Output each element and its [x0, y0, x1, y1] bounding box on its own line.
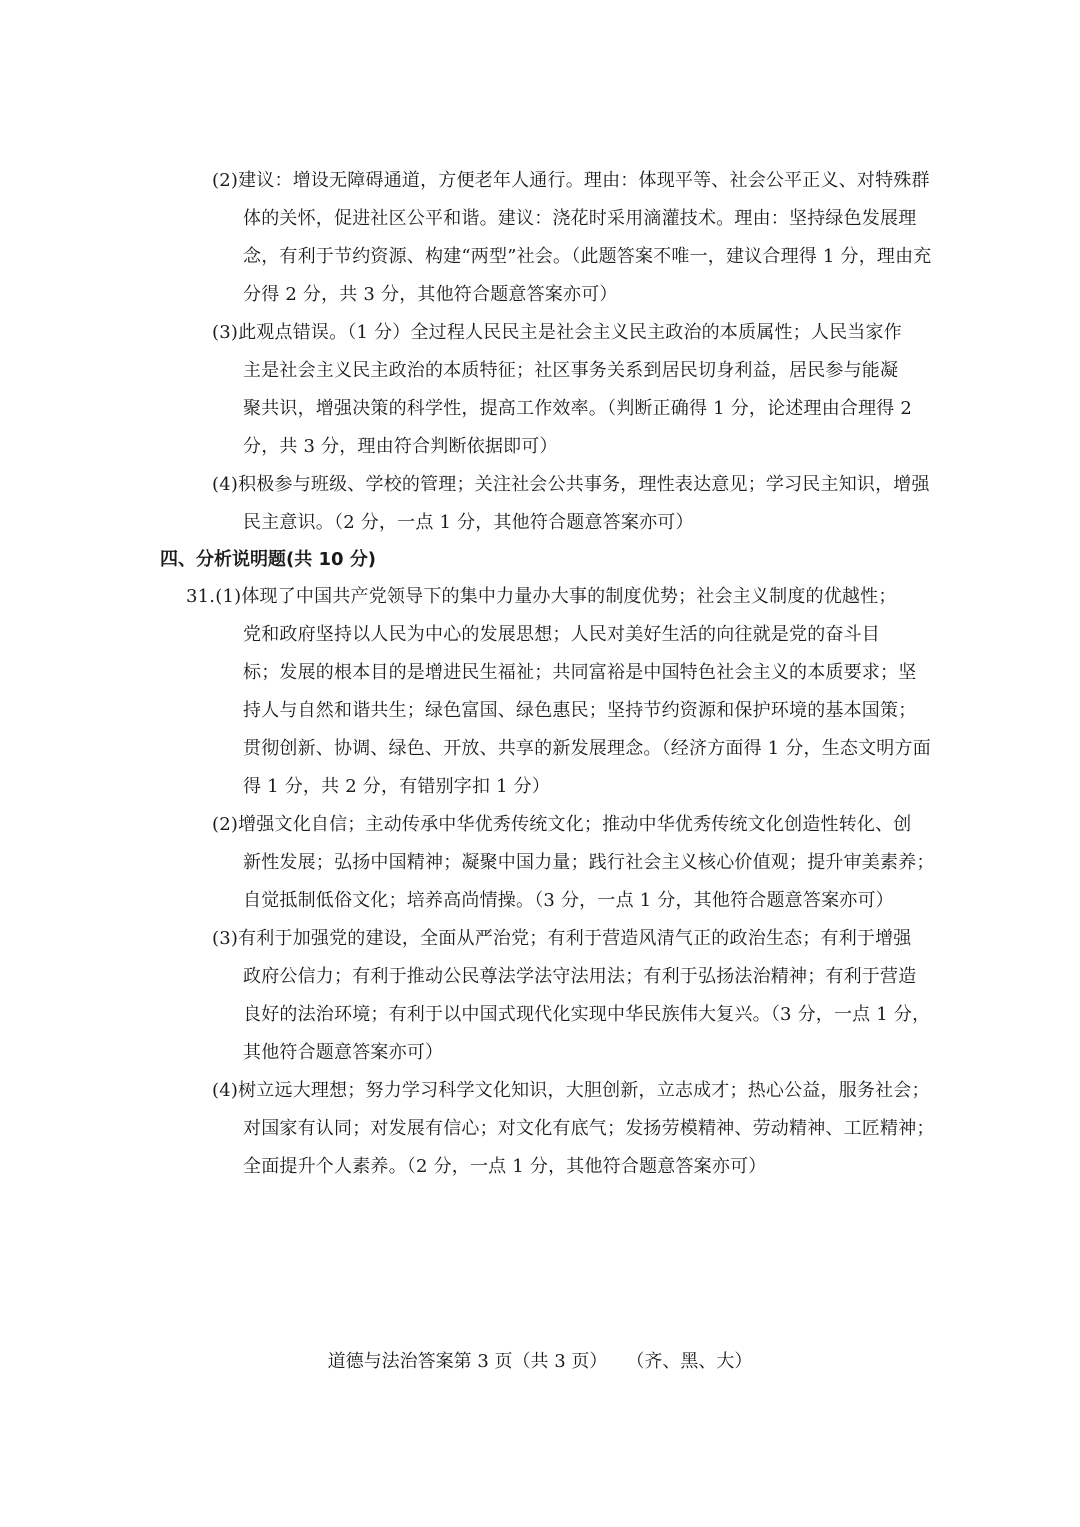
answer-item-31-2 [0, 806, 1080, 920]
answer-line: 民主意识。（2 分，一点 1 分，其他符合题意答案亦可） [243, 512, 694, 533]
answer-line: (4)树立远大理想；努力学习科学文化知识，大胆创新，立志成才；热心公益，服务社会； [212, 1080, 930, 1101]
answer-line: 31.(1)体现了中国共产党领导下的集中力量办大事的制度优势；社会主义制度的优越性； [186, 586, 897, 607]
answer-line: 新性发展；弘扬中国精神；凝聚中国力量；践行社会主义核心价值观；提升审美素养； [243, 852, 935, 873]
answer-item-31-3 [0, 920, 1080, 1072]
answer-line: 标；发展的根本目的是增进民生福祉；共同富裕是中国特色社会主义的本质要求；坚 [243, 662, 917, 683]
answer-content [0, 162, 1080, 1186]
answer-line: 其他符合题意答案亦可） [243, 1042, 444, 1063]
footer-page-label: 道德与法治答案第 3 页（共 3 页） [327, 1351, 608, 1372]
answer-line: 对国家有认同；对发展有信心；对文化有底气；发扬劳模精神、劳动精神、工匠精神； [243, 1118, 935, 1139]
answer-line: 全面提升个人素养。（2 分，一点 1 分，其他符合题意答案亦可） [243, 1156, 767, 1177]
answer-line: (4)积极参与班级、学校的管理；关注社会公共事务，理性表达意见；学习民主知识，增强 [212, 474, 930, 495]
page-footer [0, 1347, 1080, 1377]
footer-regions: （齐、黑、大） [635, 1351, 753, 1372]
answer-line: (2)增强文化自信；主动传承中华优秀传统文化；推动中华优秀传统文化创造性转化、创 [212, 814, 912, 835]
answer-line: 良好的法治环境；有利于以中国式现代化实现中华民族伟大复兴。（3 分，一点 1 分， [243, 1004, 931, 1025]
answer-line: 分得 2 分，共 3 分，其他符合题意答案亦可） [243, 284, 618, 305]
answer-line: 持人与自然和谐共生；绿色富国、绿色惠民；坚持节约资源和保护环境的基本国策； [243, 700, 917, 721]
answer-line: 体的关怀，促进社区公平和谐。建议：浇花时采用滴灌技术。理由：坚持绿色发展理 [243, 208, 917, 229]
answer-line: 分，共 3 分，理由符合判断依据即可） [243, 436, 558, 457]
answer-line: (3)有利于加强党的建设，全面从严治党；有利于营造风清气正的政治生态；有利于增强 [212, 928, 912, 949]
answer-item-3-4 [0, 466, 1080, 542]
answer-line: 贯彻创新、协调、绿色、开放、共享的新发展理念。（经济方面得 1 分，生态文明方面 [243, 738, 931, 759]
answer-item-31-4 [0, 1072, 1080, 1186]
answer-item-31-1 [0, 578, 1080, 806]
answer-line: (2)建议：增设无障碍通道，方便老年人通行。理由：体现平等、社会公平正义、对特殊群 [212, 170, 930, 191]
answer-line: 聚共识，增强决策的科学性，提高工作效率。（判断正确得 1 分，论述理由合理得 2 [243, 398, 913, 419]
answer-line: 政府公信力；有利于推动公民尊法学法守法用法；有利于弘扬法治精神；有利于营造 [243, 966, 917, 987]
answer-item-3-3 [0, 314, 1080, 466]
answer-line: (3)此观点错误。（1 分）全过程人民民主是社会主义民主政治的本质属性；人民当家作 [212, 322, 902, 343]
answer-line: 念，有利于节约资源、构建“两型”社会。（此题答案不唯一，建议合理得 1 分，理由充 [243, 246, 932, 267]
answer-line: 自觉抵制低俗文化；培养高尚情操。（3 分，一点 1 分，其他符合题意答案亦可） [243, 890, 894, 911]
answer-line: 得 1 分，共 2 分，有错别字扣 1 分） [243, 776, 551, 797]
answer-line: 主是社会主义民主政治的本质特征；社区事务关系到居民切身利益，居民参与能凝 [243, 360, 899, 381]
answer-item-3-2 [0, 162, 1080, 314]
answer-line: 党和政府坚持以人民为中心的发展思想；人民对美好生活的向往就是党的奋斗目 [243, 624, 880, 645]
section-heading: 四、分析说明题(共 10 分) [160, 549, 377, 570]
